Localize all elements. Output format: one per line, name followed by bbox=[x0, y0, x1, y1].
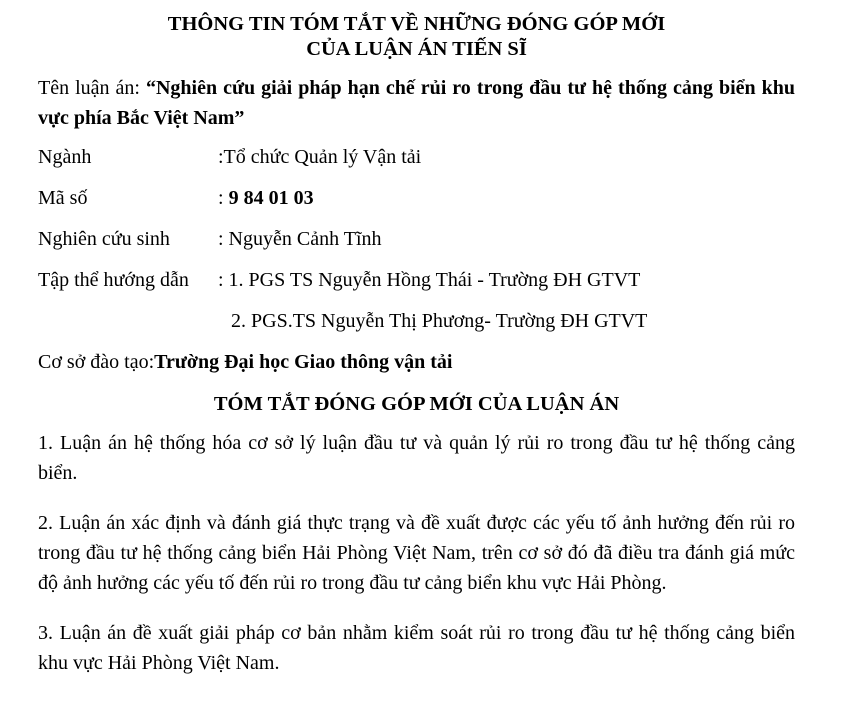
code-row bbox=[38, 178, 795, 219]
document-title bbox=[38, 12, 795, 62]
advisor-2: 2. PGS.TS Nguyễn Thị Phương- Trường ĐH GTVT bbox=[231, 310, 648, 332]
summary-item-3: 3. Luận án đề xuất giải pháp cơ bản nhằm kiểm soát rủi ro trong đầu tư hệ thống cảng biển khu vực Hải Phòng Việt Nam. bbox=[38, 622, 795, 674]
summary-heading: TÓM TẮT ĐÓNG GÓP MỚI CỦA LUẬN ÁN bbox=[213, 393, 620, 415]
code-label: Mã số bbox=[38, 187, 88, 209]
major-value: :Tổ chức Quản lý Vận tải bbox=[218, 146, 422, 168]
student-row bbox=[38, 219, 795, 260]
institution-row bbox=[38, 344, 795, 380]
thesis-name: “Nghiên cứu giải pháp hạn chế rủi ro trong đầu tư hệ thống cảng biển khu vực phía Bắc Việt Nam” bbox=[38, 77, 796, 129]
title-line-1: THÔNG TIN TÓM TẮT VỀ NHỮNG ĐÓNG GÓP MỚI bbox=[167, 13, 666, 35]
institution-label: Cơ sở đào tạo: bbox=[38, 350, 155, 373]
major-label: Ngành bbox=[38, 146, 92, 168]
student-value: : Nguyễn Cảnh Tĩnh bbox=[218, 228, 382, 250]
advisors-label: Tập thể hướng dẫn bbox=[38, 269, 189, 291]
major-row bbox=[38, 137, 795, 178]
advisor-1: : 1. PGS TS Nguyễn Hồng Thái - Trường ĐH GTVT bbox=[218, 269, 641, 291]
code-value: 9 84 01 03 bbox=[228, 187, 314, 209]
code-prefix: : bbox=[218, 187, 229, 209]
student-label: Nghiên cứu sinh bbox=[38, 228, 170, 250]
institution-value: Trường Đại học Giao thông vận tải bbox=[154, 350, 453, 373]
advisor-2-row bbox=[38, 301, 795, 342]
title-line-2: CỦA LUẬN ÁN TIẾN SĨ bbox=[306, 38, 527, 60]
code-value-wrap bbox=[218, 184, 314, 213]
thesis-label: Tên luận án: bbox=[38, 77, 146, 99]
advisors-row bbox=[38, 260, 795, 301]
summary-item-2: 2. Luận án xác định và đánh giá thực trạng và đề xuất được các yếu tố ảnh hưởng đến rủi ro trong đầu tư hệ thống cảng biển Hải Phòng Việt Nam, trên cơ sở đó đã điều tra đánh giá mức độ ảnh hưởng các yếu tố đến rủi ro trong đầu tư cảng biển khu vực Hải Phòng. bbox=[38, 512, 795, 594]
thesis-title-block bbox=[38, 73, 795, 133]
summary-item-1: 1. Luận án hệ thống hóa cơ sở lý luận đầu tư và quản lý rủi ro trong đầu tư hệ thống cảng biển. bbox=[38, 432, 795, 484]
